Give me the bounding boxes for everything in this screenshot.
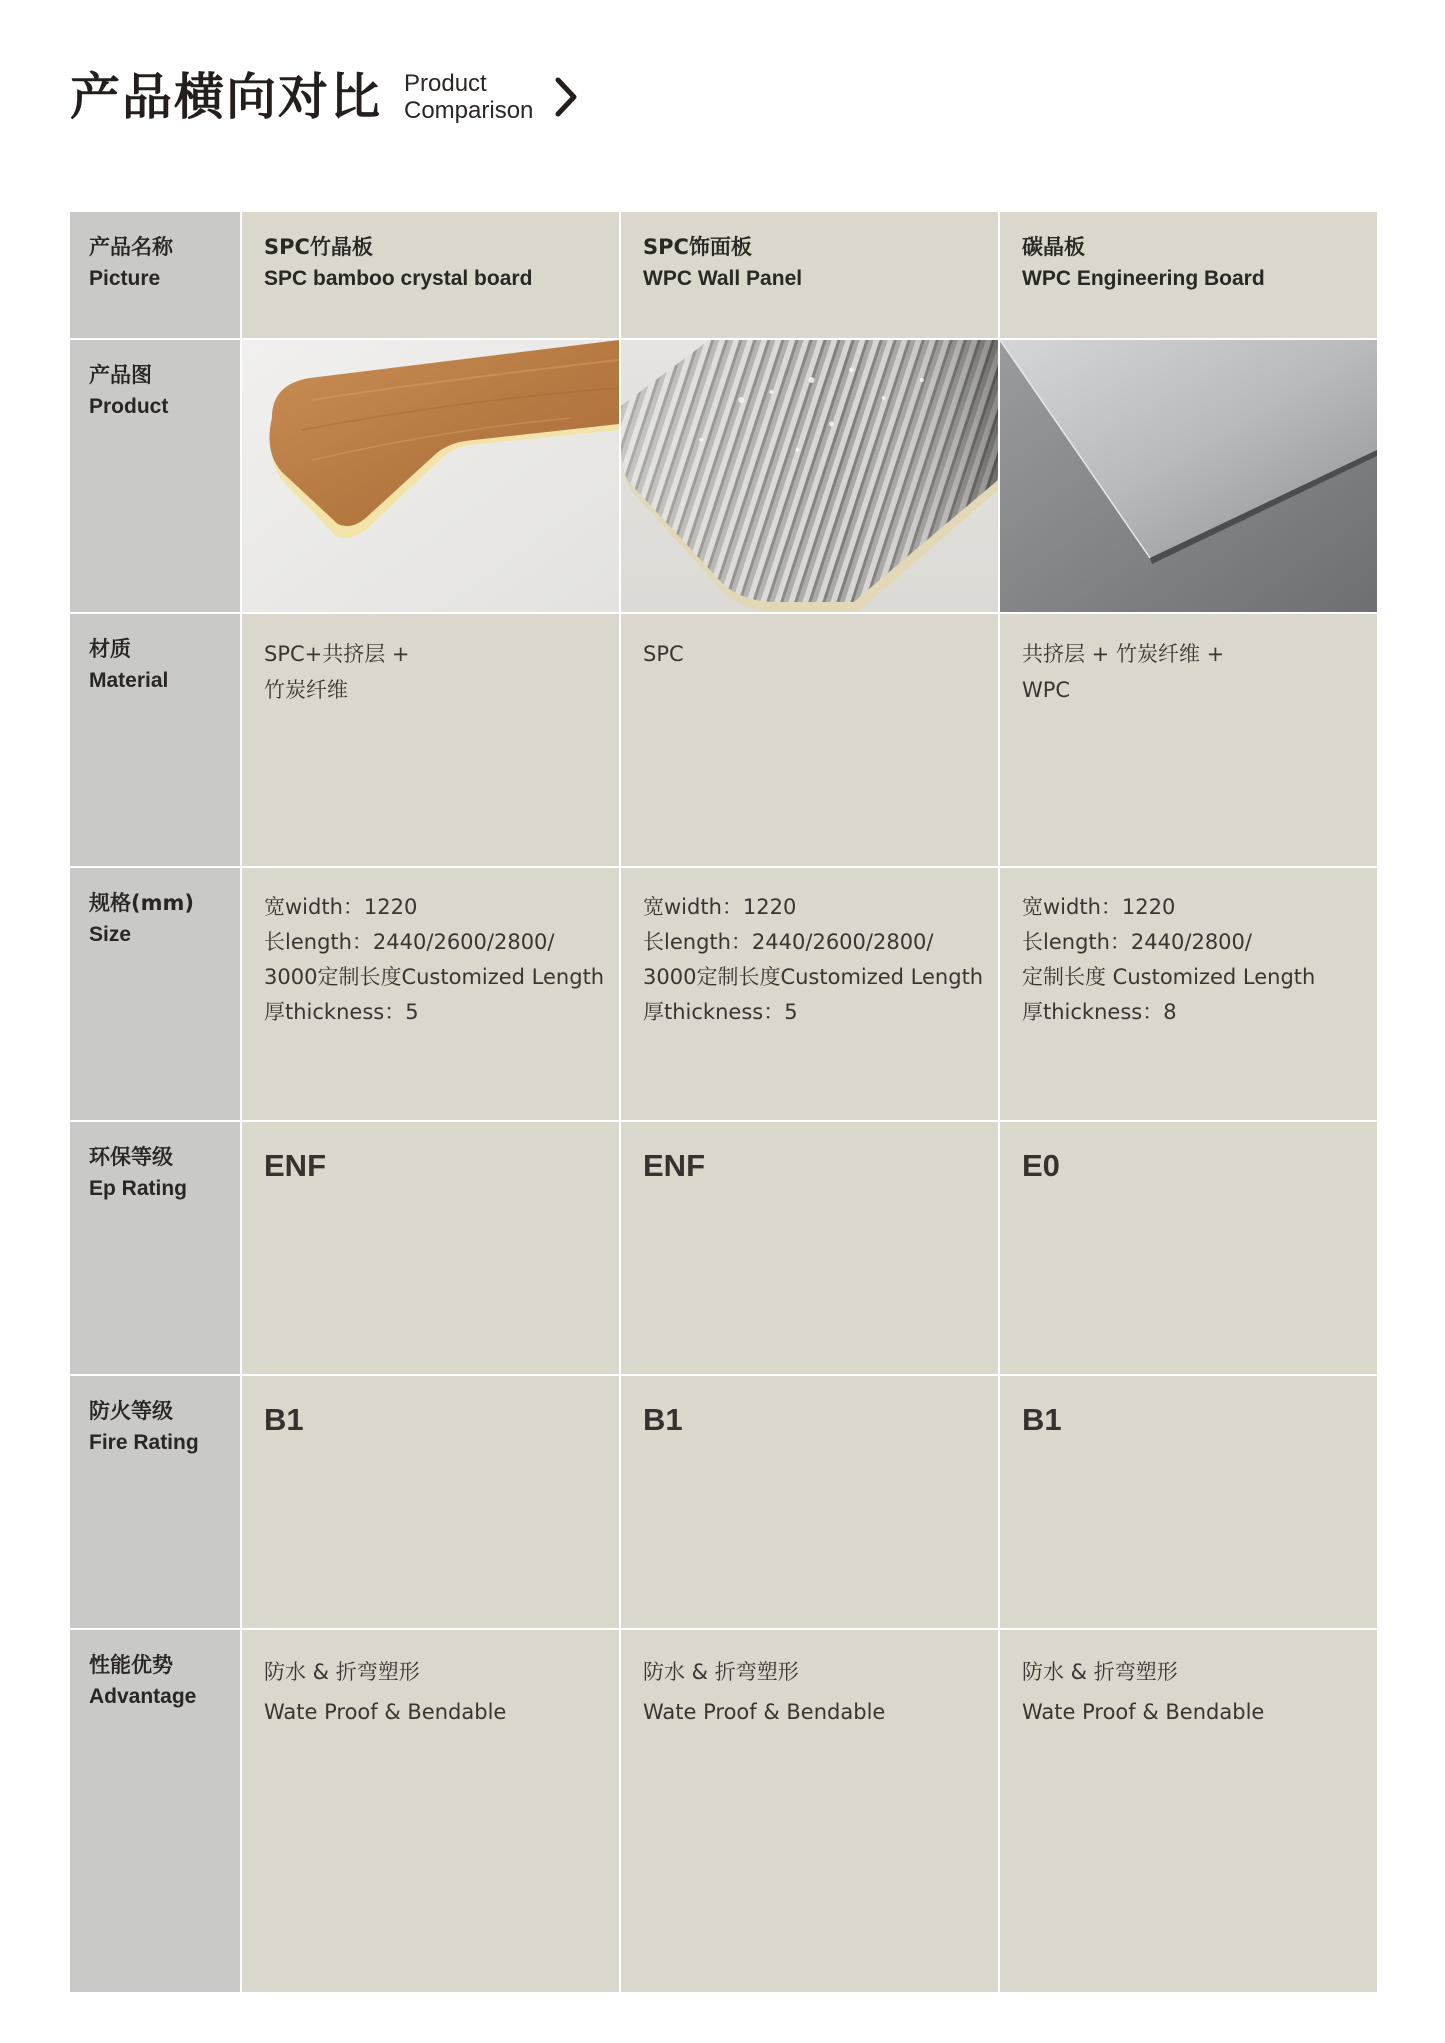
fire-rating-value: B1 (1000, 1376, 1377, 1628)
size-thickness: 厚thickness：5 (643, 1000, 798, 1024)
size-width: 宽width：1220 (1022, 895, 1176, 919)
size-length: 长length：2440/2600/2800/ (264, 930, 555, 954)
grooved-panel-illustration (621, 340, 998, 612)
row-label-cn: 材质 (89, 637, 131, 661)
row-label-material (70, 614, 240, 866)
row-label-en: Product (89, 395, 169, 418)
row-label-cn: 产品图 (89, 363, 152, 387)
page-title: 产品横向对比 (70, 68, 382, 126)
product-name-en: SPC bamboo crystal board (264, 267, 533, 290)
advantage-en: Wate Proof & Bendable (643, 1700, 886, 1724)
row-label-name (70, 212, 240, 338)
row-label-en: Material (89, 669, 169, 692)
size-custom-length: 3000定制长度Customized Length (264, 965, 605, 989)
size-cell (242, 868, 619, 1120)
size-custom-length: 3000定制长度Customized Length (643, 965, 984, 989)
material-line: 共挤层 + 竹炭纤维 + (1022, 642, 1225, 666)
product-name-cn: SPC饰面板 (643, 235, 752, 259)
material-line: SPC (643, 642, 684, 666)
fire-rating-value: B1 (621, 1376, 998, 1628)
product-name-cn: 碳晶板 (1022, 235, 1085, 259)
product-name-cn: SPC竹晶板 (264, 235, 373, 259)
product-name-cell (242, 212, 619, 338)
size-length: 长length：2440/2800/ (1022, 930, 1252, 954)
grooved-silver-panel-image (621, 340, 998, 612)
advantage-cn: 防水 & 折弯塑形 (1022, 1660, 1178, 1684)
row-label-size (70, 868, 240, 1120)
row-label-ep-rating (70, 1122, 240, 1374)
size-cell (621, 868, 998, 1120)
row-label-en: Picture (89, 267, 161, 290)
grey-engineering-board-image (1000, 340, 1377, 612)
ep-rating-value: ENF (621, 1122, 998, 1374)
advantage-cell (621, 1630, 998, 1992)
size-cell (1000, 868, 1377, 1120)
row-label-en: Advantage (89, 1685, 197, 1708)
subtitle-line-1: Product (404, 70, 487, 97)
size-length: 长length：2440/2600/2800/ (643, 930, 934, 954)
wood-board-illustration (242, 340, 619, 612)
row-label-en: Ep Rating (89, 1177, 187, 1200)
material-cell (1000, 614, 1377, 866)
size-thickness: 厚thickness：8 (1022, 1000, 1177, 1024)
page-subtitle (404, 70, 533, 124)
ep-rating-value: E0 (1000, 1122, 1377, 1374)
product-name-en: WPC Engineering Board (1022, 267, 1265, 290)
row-label-en: Fire Rating (89, 1431, 199, 1454)
ep-rating-value: ENF (242, 1122, 619, 1374)
row-label-cn: 产品名称 (89, 235, 173, 259)
wood-grain-board-image (242, 340, 619, 612)
row-label-en: Size (89, 923, 132, 946)
advantage-en: Wate Proof & Bendable (1022, 1700, 1265, 1724)
material-line: SPC+共挤层 + (264, 642, 410, 666)
size-width: 宽width：1220 (643, 895, 797, 919)
material-cell (621, 614, 998, 866)
advantage-cn: 防水 & 折弯塑形 (643, 1660, 799, 1684)
comparison-table (70, 212, 1377, 1980)
product-name-cell (621, 212, 998, 338)
fire-rating-value: B1 (242, 1376, 619, 1628)
row-label-cn: 环保等级 (89, 1145, 173, 1169)
advantage-cell (1000, 1630, 1377, 1992)
product-name-en: WPC Wall Panel (643, 267, 803, 290)
row-label-cn: 防火等级 (89, 1399, 173, 1423)
row-label-product (70, 340, 240, 612)
chevron-right-icon (553, 75, 579, 119)
material-line: WPC (1022, 678, 1071, 702)
size-width: 宽width：1220 (264, 895, 418, 919)
advantage-en: Wate Proof & Bendable (264, 1700, 507, 1724)
material-line: 竹炭纤维 (264, 678, 348, 702)
advantage-cell (242, 1630, 619, 1992)
page-header (70, 62, 579, 132)
size-custom-length: 定制长度 Customized Length (1022, 965, 1316, 989)
product-name-cell (1000, 212, 1377, 338)
row-label-fire-rating (70, 1376, 240, 1628)
subtitle-line-2: Comparison (404, 97, 534, 124)
row-label-cn: 性能优势 (89, 1653, 173, 1677)
row-label-cn: 规格(mm) (89, 891, 194, 915)
advantage-cn: 防水 & 折弯塑形 (264, 1660, 420, 1684)
material-cell (242, 614, 619, 866)
row-label-advantage (70, 1630, 240, 1992)
grey-board-illustration (1000, 340, 1377, 612)
size-thickness: 厚thickness：5 (264, 1000, 419, 1024)
